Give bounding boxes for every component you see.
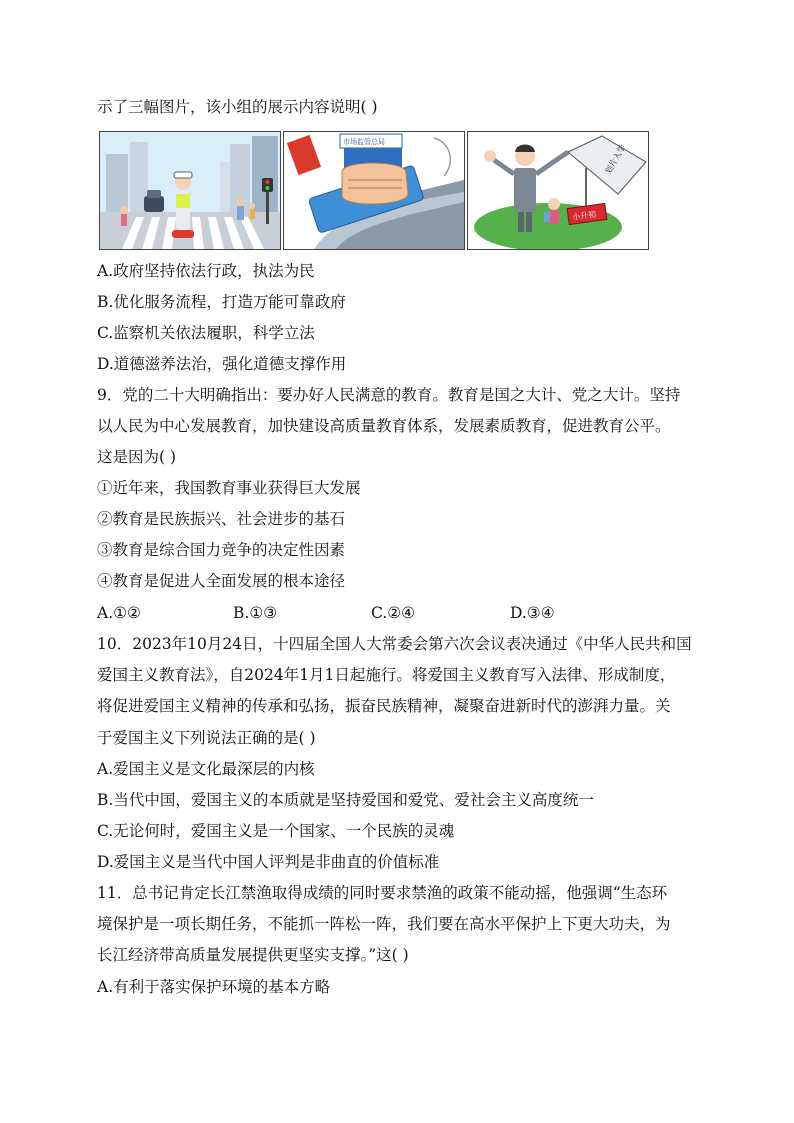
- q9-option-b[interactable]: B.①③: [233, 604, 278, 622]
- q8-picture-traffic-police: [99, 131, 281, 250]
- q9-item-1: ①近年来，我国教育事业获得巨大发展: [97, 479, 361, 497]
- q9-item-4: ④教育是促进人全面发展的根本途径: [97, 572, 346, 590]
- q10-stem-line-3: 将促进爱国主义精神的传承和弘扬，振奋民族精神，凝聚奋进新时代的澎湃力量。关: [97, 697, 671, 715]
- q8-picture-school-admission: [467, 131, 649, 250]
- q11-stem-line-3: 长江经济带高质量发展提供更坚实支撑。”这( ): [97, 946, 409, 964]
- q8-option-c[interactable]: C.监察机关依法履职，科学立法: [97, 324, 315, 342]
- q10-option-c[interactable]: C.无论何时，爱国主义是一个国家、一个民族的灵魂: [97, 822, 455, 840]
- q9-item-2: ②教育是民族振兴、社会进步的基石: [97, 510, 346, 528]
- q8-option-b[interactable]: B.优化服务流程，打造万能可靠政府: [97, 293, 346, 311]
- q10-stem-line-2: 爱国主义教育法》，自2024年1月1日起施行。将爱国主义教育写入法律、形成制度，: [97, 666, 676, 684]
- q10-option-b[interactable]: B.当代中国，爱国主义的本质就是坚持爱国和爱党、爱社会主义高度统一: [97, 791, 594, 809]
- q10-option-a[interactable]: A.爱国主义是文化最深层的内核: [97, 760, 315, 778]
- q8-option-d[interactable]: D.道德滋养法治，强化道德支撑作用: [97, 355, 347, 373]
- q8-option-a[interactable]: A.政府坚持依法行政，执法为民: [97, 262, 315, 280]
- q9-stem-line-3: 这是因为( ): [97, 448, 177, 466]
- q9-stem-line-1: 9．党的二十大明确指出：要办好人民满意的教育。教育是国之大计、党之大计。坚持: [97, 386, 681, 404]
- q9-option-a[interactable]: A.①②: [97, 604, 141, 622]
- q8-img3-book: 小升初: [571, 209, 597, 223]
- q9-item-3: ③教育是综合国力竞争的决定性因素: [97, 541, 346, 559]
- q11-option-a[interactable]: A.有利于落实保护环境的基本方略: [97, 978, 331, 996]
- q11-stem-line-1: 11．总书记肯定长江禁渔取得成绩的同时要求禁渔的政策不能动摇，他强调“生态环: [97, 884, 668, 902]
- q10-option-d[interactable]: D.爱国主义是当代中国人评判是非曲直的价值标准: [97, 853, 440, 871]
- q8-img2-banner: 市场监管总局: [343, 138, 385, 146]
- q10-stem-line-1: 10．2023年10月24日，十四届全国人大常委会第六次会议表决通过《中华人民共和国: [97, 635, 692, 653]
- q8-img3-sign: 划片入学: [603, 143, 628, 176]
- q9-option-d[interactable]: D.③④: [510, 604, 555, 622]
- q8-picture-supervision: [283, 131, 465, 250]
- q9-option-c[interactable]: C.②④: [371, 604, 416, 622]
- q10-stem-line-4: 于爱国主义下列说法正确的是( ): [97, 729, 316, 747]
- q11-stem-line-2: 境保护是一项长期任务，不能抓一阵松一阵，我们要在高水平保护上下更大功夫，为: [97, 915, 671, 933]
- q9-stem-line-2: 以人民为中心发展教育，加快建设高质量教育体系，发展素质教育，促进教育公平。: [97, 417, 671, 435]
- q8-stem-tail: 示了三幅图片，该小组的展示内容说明( ): [97, 98, 378, 116]
